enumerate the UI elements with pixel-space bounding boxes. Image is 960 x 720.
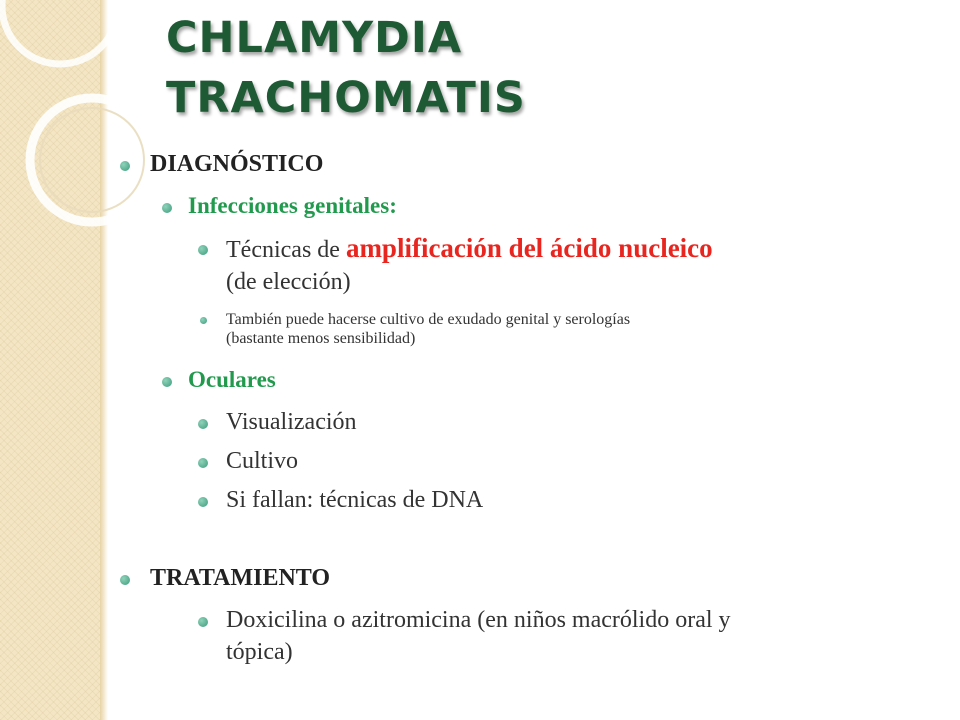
title-line-1: CHLAMYDIA <box>166 13 463 63</box>
diagnostico-heading: DIAGNÓSTICO <box>150 151 324 177</box>
ocular-item-2: Cultivo <box>226 448 299 474</box>
arc-large <box>30 98 154 222</box>
item2-line-2: (bastante menos sensibilidad) <box>226 330 416 347</box>
title-line-2: TRACHOMATIS <box>166 73 526 123</box>
arc-inner <box>40 108 144 212</box>
bullet <box>198 419 208 429</box>
bullet <box>162 377 172 387</box>
bullet <box>198 245 208 255</box>
bullet <box>162 203 172 213</box>
treatment-line-1: Doxicilina o azitromicina (en niños macrólido oral y <box>226 607 731 633</box>
bullet <box>200 317 207 324</box>
treatment-line-2: tópica) <box>226 639 293 665</box>
bullet <box>120 161 130 171</box>
ocular-item-1: Visualización <box>226 409 357 435</box>
tratamiento-heading: TRATAMIENTO <box>150 565 331 591</box>
item1-prefix: Técnicas de <box>226 237 346 263</box>
genitales-label: Infecciones genitales: <box>188 193 397 218</box>
item1-suffix: (de elección) <box>226 269 351 295</box>
item2-line-1: También puede hacerse cultivo de exudado genital y serologías <box>226 311 631 328</box>
slide-title <box>166 8 926 128</box>
bullet <box>120 575 130 585</box>
item1-highlight: amplificación del ácido nucleico <box>345 233 713 263</box>
bullet <box>198 458 208 468</box>
bullet <box>198 497 208 507</box>
bullet <box>198 617 208 627</box>
oculares-label: Oculares <box>188 367 276 392</box>
arc-top <box>2 0 118 64</box>
ocular-item-3: Si fallan: técnicas de DNA <box>226 487 484 513</box>
